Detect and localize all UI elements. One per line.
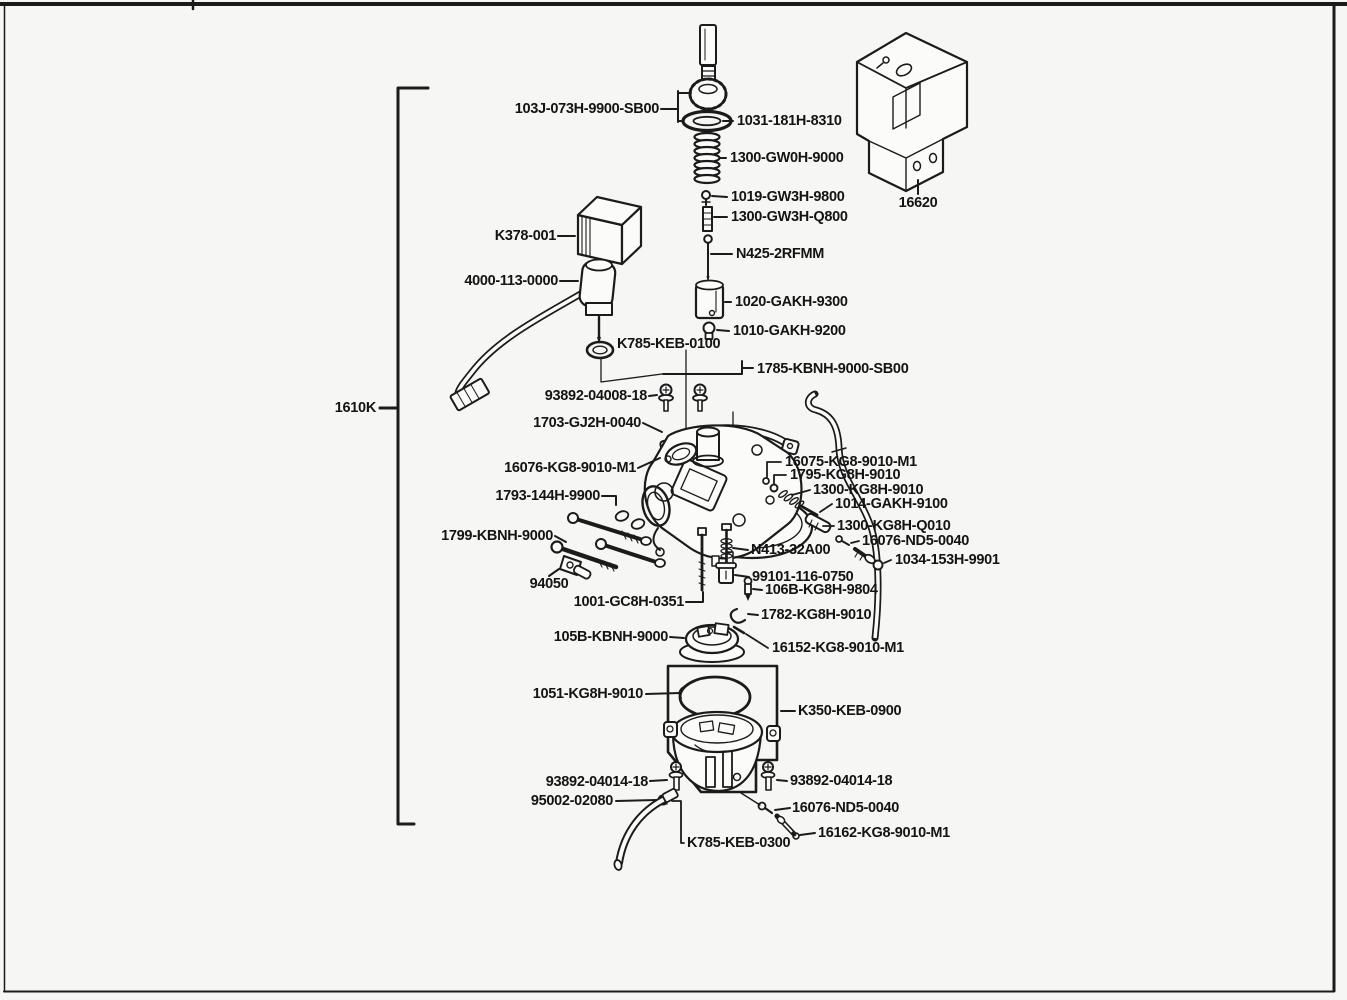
- part-label-1001-gc8h-0351: 1001-GC8H-0351: [573, 593, 684, 610]
- part-label-1034-153h-9901: 1034-153H-9901: [895, 551, 1000, 568]
- part-label-103j-073h-9900-sb00: 103J-073H-9900-SB00: [514, 100, 659, 117]
- part-label-k350-keb-0900: K350-KEB-0900: [798, 702, 902, 719]
- part-label-1010-gakh-9200: 1010-GAKH-9200: [733, 322, 846, 339]
- part-label-16620: 16620: [898, 194, 938, 211]
- part-label-16076-nd5-0040-upper: 16076-ND5-0040: [862, 532, 970, 549]
- part-label-93892-04014-18-right: 93892-04014-18: [790, 772, 893, 789]
- part-label-1300-kg8h-9010: 1300-KG8H-9010: [813, 481, 924, 498]
- part-label-1785-kbnh-9000-sb00: 1785-KBNH-9000-SB00: [757, 360, 909, 377]
- part-label-95002-02080: 95002-02080: [530, 792, 613, 809]
- part-label-1014-gakh-9100: 1014-GAKH-9100: [835, 495, 948, 512]
- part-label-1782-kg8h-9010: 1782-KG8H-9010: [761, 606, 872, 623]
- part-label-1019-gw3h-9800: 1019-GW3H-9800: [731, 188, 845, 205]
- part-label-4000-113-0000: 4000-113-0000: [464, 272, 558, 289]
- part-label-n425-2rfmm: N425-2RFMM: [736, 245, 825, 262]
- part-label-k785-keb-0100: K785-KEB-0100: [617, 335, 721, 352]
- part-label-93892-04014-18-left: 93892-04014-18: [545, 773, 648, 790]
- part-label-n413-32a00: N413-32A00: [751, 541, 831, 558]
- part-label-k378-001: K378-001: [494, 227, 556, 244]
- part-label-16076-nd5-0040-lower: 16076-ND5-0040: [792, 799, 900, 816]
- part-label-16075-kg8-9010-m1: 16075-KG8-9010-M1: [785, 453, 917, 470]
- part-label-16076-kg8-9010-m1: 16076-KG8-9010-M1: [504, 459, 636, 476]
- part-label-1793-144h-9900: 1793-144H-9900: [495, 487, 600, 504]
- part-label-105b-kbnh-9000: 105B-KBNH-9000: [553, 628, 668, 645]
- part-label-1799-kbnh-9000: 1799-KBNH-9000: [441, 527, 553, 544]
- part-label-94050: 94050: [529, 575, 569, 592]
- part-label-1031-181h-8310: 1031-181H-8310: [737, 112, 842, 129]
- part-label-1051-kg8h-9010: 1051-KG8H-9010: [532, 685, 643, 702]
- part-label-106b-kg8h-9804: 106B-KG8H-9804: [765, 581, 878, 598]
- part-label-1703-gj2h-0040: 1703-GJ2H-0040: [533, 414, 641, 431]
- part-label-16162-kg8-9010-m1: 16162-KG8-9010-M1: [818, 824, 950, 841]
- part-label-1300-gw3h-q800: 1300-GW3H-Q800: [731, 208, 848, 225]
- part-label-99101-116-0750: 99101-116-0750: [752, 568, 854, 585]
- part-label-93892-04008-18: 93892-04008-18: [544, 387, 647, 404]
- part-label-k785-keb-0300: K785-KEB-0300: [687, 834, 791, 851]
- part-label-1020-gakh-9300: 1020-GAKH-9300: [735, 293, 848, 310]
- part-label-16152-kg8-9010-m1: 16152-KG8-9010-M1: [772, 639, 904, 656]
- part-label-1300-gw0h-9000: 1300-GW0H-9000: [730, 149, 844, 166]
- group-label-1610k: 1610K: [334, 399, 376, 416]
- part-label-1795-kg8h-9010: 1795-KG8H-9010: [790, 466, 901, 483]
- part-label-1300-kg8h-q010: 1300-KG8H-Q010: [837, 517, 951, 534]
